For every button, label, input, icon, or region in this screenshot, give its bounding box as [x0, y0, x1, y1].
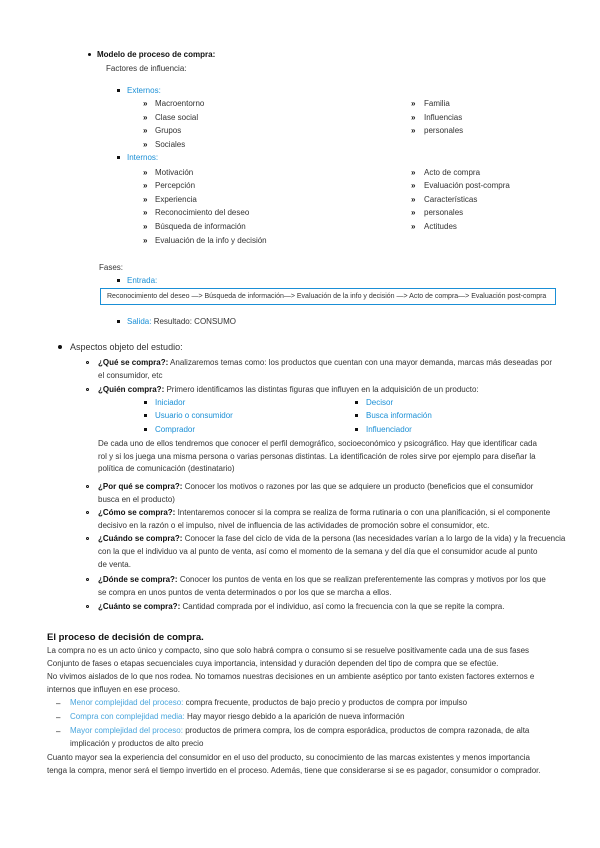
arrow-icon: » [143, 126, 148, 135]
como-text: Intentaremos conocer si la compra se realiza de forma rutinaria o con una planificación, si el componente [177, 508, 551, 517]
role-item: Iniciador [155, 398, 186, 407]
circle-bullet [86, 578, 89, 581]
interno-item: Características [424, 195, 478, 204]
interno-item: Búsqueda de información [155, 222, 246, 231]
entrada-label: Entrada: [127, 276, 158, 285]
interno-item: personales [424, 208, 464, 217]
role-item: Decisor [366, 398, 394, 407]
flow-box: Reconocimiento del deseo —> Búsqueda de información—> Evaluación de la info y decisión —> Acto de compra—> Evaluación post-compra [100, 288, 556, 305]
square-bullet [117, 320, 120, 323]
interno-item: Percepción [155, 181, 196, 190]
interno-item: Acto de compra [424, 168, 481, 177]
square-bullet [144, 401, 147, 404]
bullet-dot [88, 53, 91, 56]
dash-bullet: – [56, 727, 61, 736]
como-line-1 [98, 507, 550, 518]
como-question: ¿Cómo se compra?: [98, 508, 176, 517]
circle-bullet [86, 361, 89, 364]
complejidad-item [70, 711, 404, 723]
arrow-icon: » [143, 222, 148, 231]
que-text: Analizaremos temas como: los productos que cuentan con una mayor demanda, marcas más deseadas por [170, 358, 553, 367]
cuanto-line-1 [98, 601, 504, 612]
externo-item: Grupos [155, 126, 182, 135]
donde-question: ¿Dónde se compra?: [98, 575, 178, 584]
donde-text: Conocer los puntos de venta en los que se realizan preferentemente las compras y motivos por los que [179, 575, 546, 584]
circle-bullet [86, 537, 89, 540]
dash-bullet: – [56, 699, 61, 708]
arrow-icon: » [143, 236, 148, 245]
arrow-icon: » [411, 181, 416, 190]
arrow-icon: » [411, 99, 416, 108]
dash-bullet: – [56, 713, 61, 722]
square-bullet [117, 279, 120, 282]
cuando-line-1 [98, 533, 565, 544]
arrow-icon: » [143, 195, 148, 204]
quien-paragraph-line: De cada uno de ellos tendremos que conocer el perfil demográfico, socioeconómico y psicográfico. Hay que identificar cada [98, 439, 537, 448]
arrow-icon: » [143, 181, 148, 190]
square-bullet [117, 89, 120, 92]
cuanto-text: Cantidad comprada por el individuo, así como la frecuencia con la que se repite la compra. [182, 602, 505, 611]
salida-label: Salida: [127, 317, 152, 326]
cuanto-question: ¿Cuánto se compra?: [98, 602, 181, 611]
porque-line-1 [98, 481, 533, 492]
square-bullet [355, 428, 358, 431]
salida-line [127, 316, 236, 327]
interno-item: Evaluación post-compra [424, 181, 510, 190]
circle-bullet [86, 388, 89, 391]
modelo-title: Modelo de proceso de compra: [97, 50, 216, 59]
section-heading: El proceso de decisión de compra. [47, 632, 204, 643]
externo-item: personales [424, 126, 464, 135]
externo-item: Clase social [155, 113, 199, 122]
donde-line-2: se compra en unos puntos de venta determinados o por los que se marcha a ellos. [98, 588, 392, 597]
cuando-text: Conocer la fase del ciclo de vida de la persona (las necesidades varían a lo largo de la vida) y la frecuencia [184, 534, 566, 543]
porque-line-2: busca en el producto) [98, 495, 175, 504]
fases-label: Fases: [99, 263, 124, 272]
donde-line-1 [98, 574, 546, 585]
complejidad-text: Hay mayor riesgo debido a la aparición de nueva información [186, 712, 405, 721]
proceso-paragraph-line: tenga la compra, menor será el tiempo invertido en el proceso. Además, tiene que considerarse si se es pagador, consumidor o comprador. [47, 766, 541, 775]
cuando-line-2: con la que el individuo va al punto de venta, así como el momento de la semana y del día que el consumidor acude al punto [98, 547, 538, 556]
square-bullet [355, 401, 358, 404]
circle-bullet [86, 485, 89, 488]
externo-item: Influencias [424, 113, 463, 122]
complejidad-item [70, 725, 529, 737]
arrow-icon: » [411, 168, 416, 177]
role-item: Busca información [366, 411, 432, 420]
quien-paragraph-line: política de comunicación (destinatario) [98, 464, 235, 473]
arrow-icon: » [411, 126, 416, 135]
quien-line-1 [98, 384, 479, 395]
que-line-2: el consumidor, etc [98, 371, 163, 380]
arrow-icon: » [143, 208, 148, 217]
arrow-icon: » [411, 222, 416, 231]
cuando-line-3: de venta. [98, 560, 131, 569]
complejidad-item [70, 697, 467, 709]
arrow-icon: » [143, 99, 148, 108]
square-bullet [117, 156, 120, 159]
que-line-1 [98, 357, 552, 368]
square-bullet [355, 414, 358, 417]
role-item: Comprador [155, 425, 196, 434]
externo-item: Familia [424, 99, 450, 108]
proceso-paragraph-line: No vivimos aislados de lo que nos rodea. No tomamos nuestras decisiones en un ambiente aséptico por tanto existen factores externos e [47, 672, 535, 681]
externo-item: Sociales [155, 140, 186, 149]
arrow-icon: » [143, 140, 148, 149]
interno-item: Actitudes [424, 222, 457, 231]
interno-item: Reconocimiento del deseo [155, 208, 250, 217]
interno-item: Experiencia [155, 195, 197, 204]
circle-bullet [86, 605, 89, 608]
factores-label: Factores de influencia: [106, 64, 187, 73]
externo-item: Macroentorno [155, 99, 205, 108]
arrow-icon: » [411, 195, 416, 204]
complejidad-label: Mayor complejidad del proceso: [70, 726, 183, 735]
porque-text: Conocer los motivos o razones por las que se adquiere un producto (beneficios que el consumidor [184, 482, 534, 491]
complejidad-label: Compra con complejidad media: [70, 712, 185, 721]
como-line-2: decisivo en la razón o el impulso, nivel de influencia de las actividades de promoción sobre el consumidor, etc. [98, 521, 490, 530]
salida-text: Resultado: CONSUMO [153, 317, 236, 326]
porque-question: ¿Por qué se compra?: [98, 482, 183, 491]
arrow-icon: » [143, 113, 148, 122]
que-question: ¿Qué se compra?: [98, 358, 169, 367]
aspectos-title: Aspectos objeto del estudio: [70, 342, 183, 352]
complejidad-text: productos de primera compra, los de compra esporádica, productos de compra razonada, de alta [185, 726, 530, 735]
externos-label: Externos: [127, 86, 161, 95]
interno-item: Evaluación de la info y decisión [155, 236, 267, 245]
proceso-paragraph-line: Cuanto mayor sea la experiencia del consumidor en el uso del producto, su conocimiento de las marcas existentes y menos importancia [47, 753, 530, 762]
interno-item: Motivación [155, 168, 194, 177]
proceso-paragraph-line: internos que influyen en ese proceso. [47, 685, 180, 694]
proceso-paragraph-line: La compra no es un acto único y compacto, sino que solo habrá compra o consumo si se resuelve positivamente cada una de sus fases [47, 646, 530, 655]
role-item: Usuario o consumidor [155, 411, 233, 420]
proceso-paragraph-line: Conjunto de fases o etapas secuenciales cuya importancia, intensidad y duración dependen del tipo de compra que se efectúe. [47, 659, 499, 668]
circle-bullet [86, 511, 89, 514]
role-item: Influenciador [366, 425, 412, 434]
complejidad-label: Menor complejidad del proceso: [70, 698, 184, 707]
quien-question: ¿Quién compra?: [98, 385, 165, 394]
quien-paragraph-line: rol y si los juega una misma persona o varias personas distintas. La identificación de roles sirve por ejemplo para diseñar la [98, 452, 536, 461]
arrow-icon: » [411, 113, 416, 122]
cuando-question: ¿Cuándo se compra?: [98, 534, 183, 543]
square-bullet [144, 414, 147, 417]
arrow-icon: » [143, 168, 148, 177]
bullet-dot [58, 345, 62, 349]
quien-text: Primero identificamos las distintas figuras que influyen en la adquisición de un producto: [166, 385, 479, 394]
square-bullet [144, 428, 147, 431]
complejidad-text: compra frecuente, productos de bajo precio y productos de compra por impulso [185, 698, 468, 707]
arrow-icon: » [411, 208, 416, 217]
complejidad-item-continued: implicación y productos de alto precio [70, 739, 204, 748]
internos-label: Internos: [127, 153, 159, 162]
